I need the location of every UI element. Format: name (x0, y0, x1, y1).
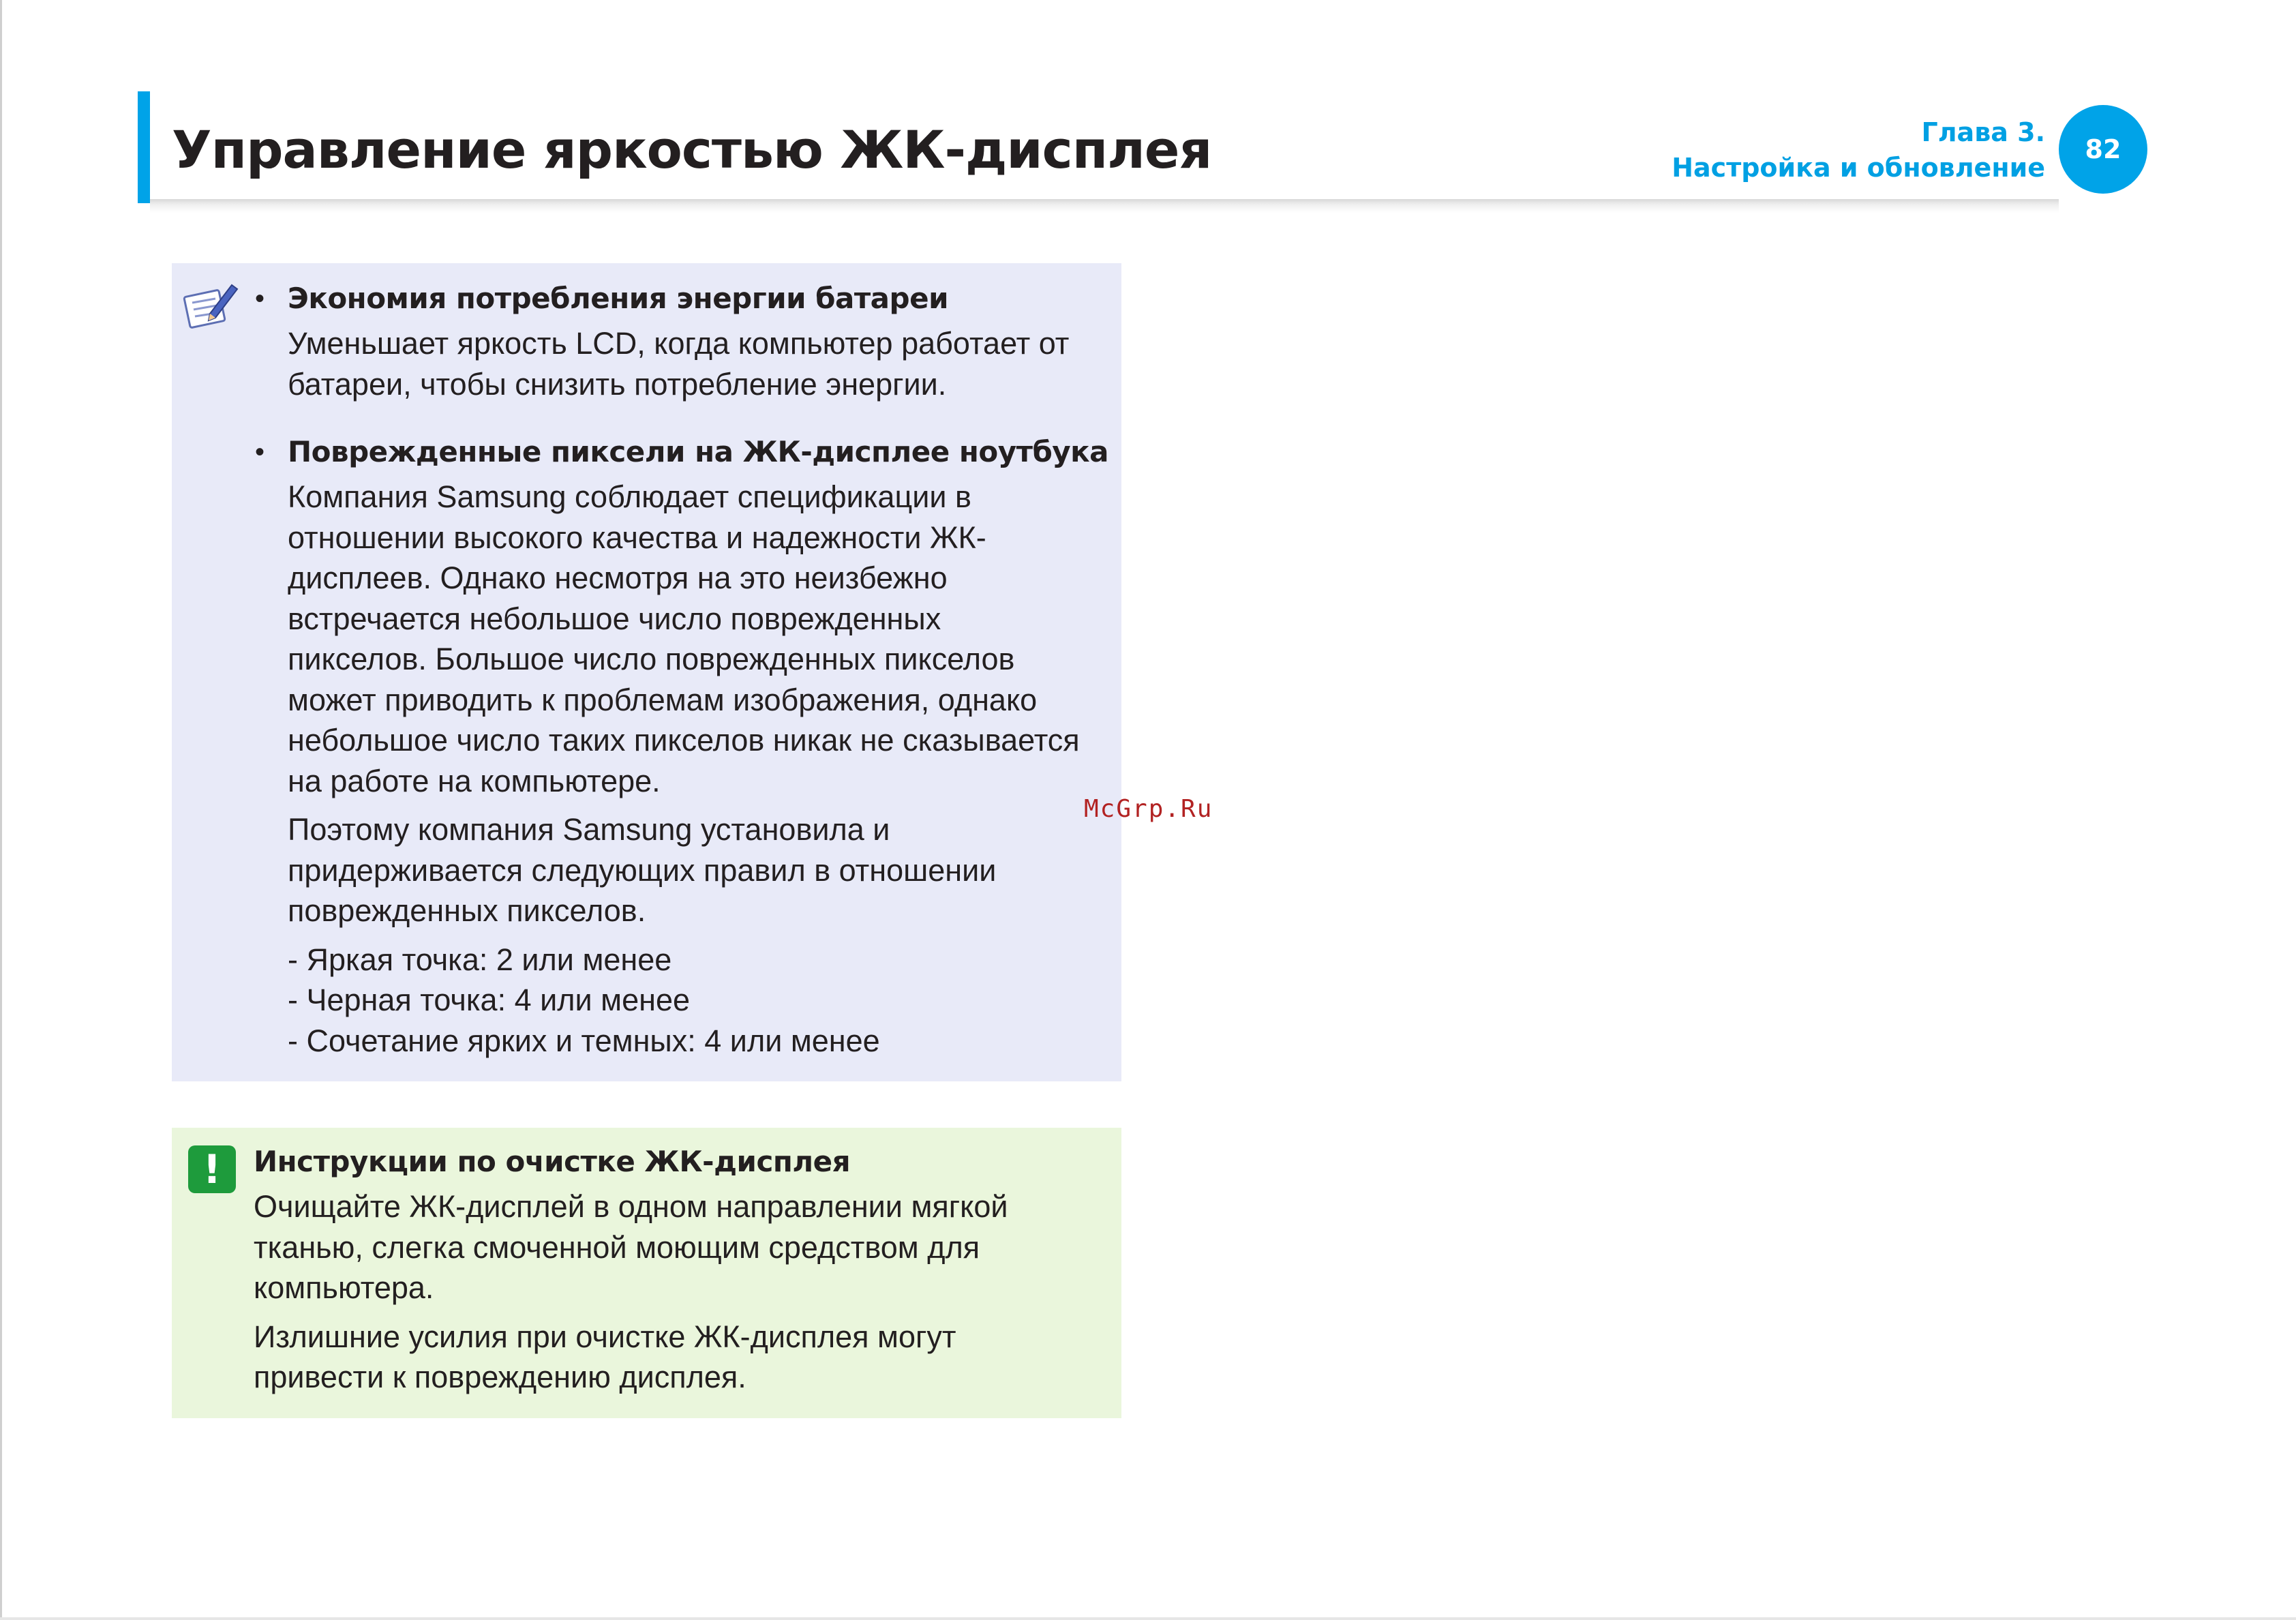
note-item-text (288, 477, 1106, 801)
text-line: небольшое число таких пикселов никак не сказывается (288, 723, 1080, 758)
text-line: Очищайте ЖК-дисплей в одном направлении мягкой (254, 1189, 1008, 1224)
title-underline (150, 199, 2059, 213)
caution-text (254, 1186, 1106, 1308)
note-item-text (288, 323, 1106, 404)
text-line: пикселов. Большое число поврежденных пикселов (288, 642, 1015, 676)
caution-text (254, 1317, 1106, 1398)
text-line: Излишние усилия при очистке ЖК-дисплея могут (254, 1319, 956, 1354)
caution-content (254, 1141, 1106, 1406)
text-line: встречается небольшое число поврежденных (288, 601, 941, 636)
chapter-label (1672, 115, 2045, 185)
watermark: McGrp.Ru (1084, 795, 1213, 823)
text-line: на работе на компьютере. (288, 763, 661, 798)
chapter-name: Настройка и обновление (1672, 153, 2045, 183)
page-number-badge: 82 (2059, 105, 2147, 194)
exclamation-icon: ! (188, 1145, 236, 1193)
note-item-pixels (255, 432, 1109, 1061)
pixel-rules-list (288, 940, 1106, 1062)
title-accent-bar (138, 91, 150, 203)
text-line: придерживается следующих правил в отношении (288, 852, 997, 888)
note-item-heading: Поврежденные пиксели на ЖК-дисплее ноутбука (288, 435, 1109, 468)
text-line: привести к повреждению дисплея. (254, 1360, 746, 1394)
page-bottom-rule (0, 1617, 2296, 1620)
bullet-icon: • (255, 437, 265, 467)
note-pencil-icon (183, 278, 240, 335)
text-line: может приводить к проблемам изображения, однако (288, 682, 1038, 717)
text-line: Уменьшает яркость LCD, когда компьютер работает от (288, 326, 1070, 361)
note-item-text (288, 809, 1106, 931)
page-edge-rule (0, 0, 2, 1620)
list-item: - Яркая точка: 2 или менее (288, 942, 672, 977)
note-content (255, 278, 1109, 1088)
list-item: - Черная точка: 4 или менее (288, 982, 691, 1017)
text-line: дисплеев. Однако несмотря на это неизбежно (288, 560, 948, 595)
text-line: компьютера. (254, 1270, 434, 1305)
bullet-icon: • (255, 284, 265, 314)
text-line: тканью, слегка смоченной моющим средством для (254, 1229, 980, 1265)
note-item-heading: Экономия потребления энергии батареи (288, 282, 948, 315)
text-line: Компания Samsung соблюдает спецификации в (288, 479, 971, 514)
caution-heading: Инструкции по очистке ЖК-дисплея (254, 1145, 851, 1178)
text-line: Поэтому компания Samsung установила и (288, 812, 890, 847)
list-item: - Сочетание ярких и темных: 4 или менее (288, 1023, 880, 1058)
text-line: батареи, чтобы снизить потребление энергии. (288, 366, 947, 402)
note-box (172, 263, 1121, 1081)
page-title: Управление яркостью ЖК-дисплея (172, 119, 1212, 180)
chapter-number: Глава 3. (1921, 117, 2045, 147)
caution-box (172, 1128, 1121, 1418)
note-item-battery (255, 278, 1106, 404)
text-line: отношении высокого качества и надежности ЖК- (288, 520, 986, 555)
text-line: поврежденных пикселов. (288, 893, 646, 928)
